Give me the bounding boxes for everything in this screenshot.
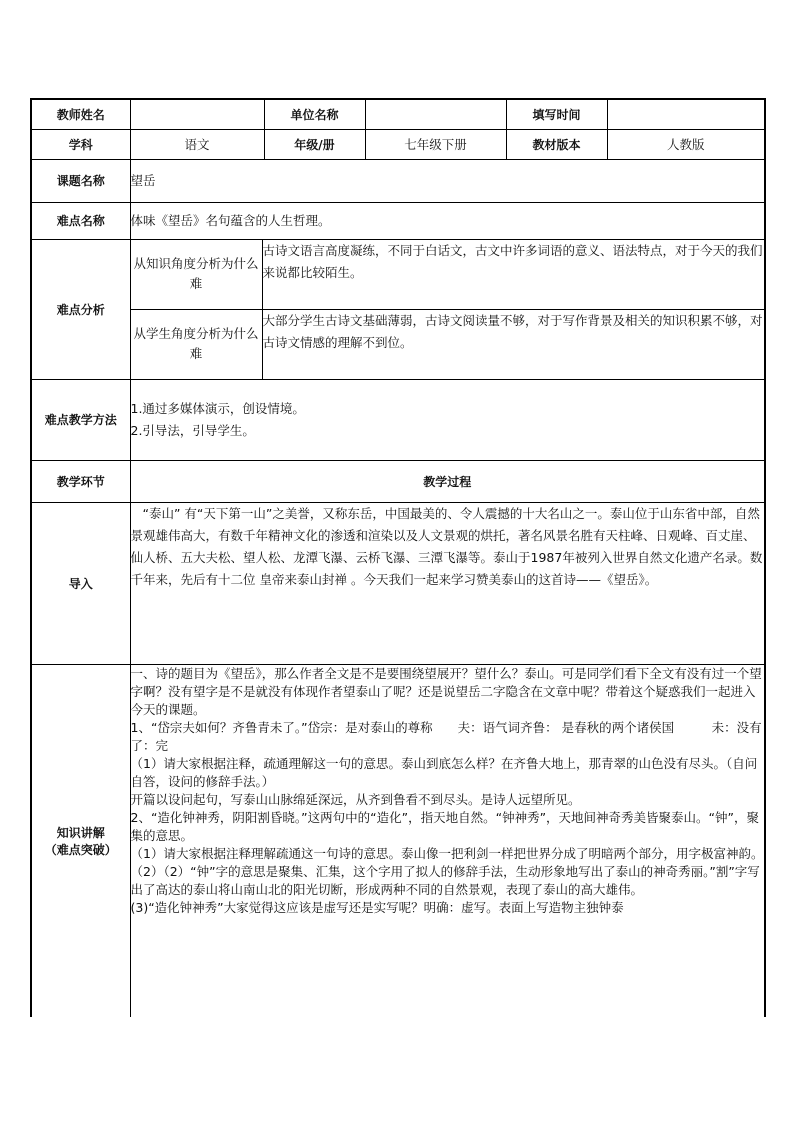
teacher-name-value <box>130 99 264 129</box>
method-item: 1.通过多媒体演示，创设情境。 <box>130 400 305 416</box>
edition-label: 教材版本 <box>506 129 607 159</box>
subject-value: 语文 <box>130 129 264 159</box>
knowledge-paragraph: 开篇以设问起句，写泰山山脉绵延深远，从齐到鲁看不到尽头。是诗人远望所见。 <box>130 791 581 807</box>
fill-date-value <box>607 99 765 129</box>
analysis-row-student <box>31 309 765 379</box>
header-row-2 <box>31 129 765 159</box>
methods-row <box>31 379 765 460</box>
teaching-stage-header: 教学环节 <box>31 460 130 502</box>
teaching-process-header: 教学过程 <box>130 460 765 502</box>
knowledge-paragraph: 2、“造化钟神秀，阴阳割昏晓。”这两句中的“造化”，指天地自然。“钟神秀”，天地间神奇秀美皆聚泰山。“钟”，聚集的意思。 <box>130 809 760 843</box>
knowledge-label-line1: 知识讲解 <box>56 825 105 840</box>
lesson-title-label: 课题名称 <box>31 159 130 202</box>
lesson-title-value: 望岳 <box>130 159 765 202</box>
analysis-row-knowledge <box>31 239 765 309</box>
unit-name-value <box>365 99 506 129</box>
knowledge-paragraph: 一、诗的题目为《望岳》，那么作者全文是不是要围绕望展开？望什么？泰山。可是同学们看下全文有没有过一个望字啊？没有望字是不是就没有体现作者望泰山了呢？还是说望岳二字隐含在文章中呢？带着这个疑惑我们一起进入今天的课题。 <box>130 665 762 717</box>
knowledge-paragraph: (3)“造化钟神秀”大家觉得这应该是虚写还是实写呢？明确：虚写。表面上写造物主独钟泰 <box>130 899 624 915</box>
knowledge-label <box>31 664 130 1017</box>
intro-text: “泰山” 有“天下第一山”之美誉，又称东岳，中国最美的、令人震撼的十大名山之一。泰山位于山东省中部，自然景观雄伟高大，有数千年精神文化的渗透和渲染以及人文景观的烘托，著名风景名胜有天柱峰、日观峰、百丈崖、仙人桥、五大夫松、望人松、龙潭飞瀑、云桥飞瀑、三潭飞瀑等。泰山于1987年被列入世界自然文化遗产名录。数千年来，先后有十二位 皇帝来泰山封禅 。今天我们一起来学习赞美泰山的这首诗——《望岳》。 <box>130 502 765 664</box>
difficulty-name-label: 难点名称 <box>31 202 130 239</box>
teaching-method-list <box>130 379 765 460</box>
knowledge-paragraph: （1）请大家根据注释理解疏通这一句诗的意思。泰山像一把利剑一样把世界分成了明暗两个部分，用字极富神韵。 <box>130 845 764 861</box>
difficulty-name-value: 体味《望岳》名句蕴含的人生哲理。 <box>130 202 765 239</box>
grade-value: 七年级下册 <box>365 129 506 159</box>
subject-label: 学科 <box>31 129 130 159</box>
teaching-method-label: 难点教学方法 <box>31 379 130 460</box>
header-row-1 <box>31 99 765 129</box>
knowledge-paragraph: 1、“岱宗夫如何？齐鲁青未了。”岱宗：是对泰山的尊称 夫：语气词齐鲁： 是春秋的两个诸侯国 未：没有 了：完 <box>130 719 775 753</box>
edition-value: 人教版 <box>607 129 765 159</box>
student-angle-text: 大部分学生古诗文基础薄弱，古诗文阅读量不够，对于写作背景及相关的知识积累不够，对古诗文情感的理解不到位。 <box>262 309 765 379</box>
difficulty-analysis-label: 难点分析 <box>31 239 130 379</box>
difficulty-row <box>31 202 765 239</box>
lesson-row <box>31 159 765 202</box>
process-header-row <box>31 460 765 502</box>
unit-name-label: 单位名称 <box>264 99 365 129</box>
intro-label: 导入 <box>31 502 130 664</box>
grade-label: 年级/册 <box>264 129 365 159</box>
method-item: 2.引导法，引导学生。 <box>130 422 255 438</box>
knowledge-content <box>130 664 775 1017</box>
lesson-plan-table <box>30 98 775 1017</box>
knowledge-paragraph: （2）（2）“钟”字的意思是聚集、汇集，这个字用了拟人的修辞手法，生动形象地写出了泰山的神奇秀丽。”割”字写出了高达的泰山将山南山北的阳光切断，形成两种不同的自然景观，表现了泰山的高大雄伟。 <box>130 863 760 897</box>
knowledge-angle-text: 古诗文语言高度凝练，不同于白话文，古文中许多词语的意义、语法特点，对于今天的我们来说都比较陌生。 <box>262 239 765 309</box>
fill-date-label: 填写时间 <box>506 99 607 129</box>
knowledge-label-line2: （难点突破） <box>44 842 117 857</box>
knowledge-row <box>31 664 765 1017</box>
knowledge-paragraph: （1）请大家根据注释，疏通理解这一句的意思。泰山到底怎么样？在齐鲁大地上，那青翠的山色没有尽头。（自问自答，设问的修辞手法。） <box>130 755 758 789</box>
knowledge-angle-label: 从知识角度分析为什么难 <box>130 239 262 309</box>
teacher-name-label: 教师姓名 <box>31 99 130 129</box>
student-angle-label: 从学生角度分析为什么难 <box>130 309 262 379</box>
intro-row <box>31 502 765 664</box>
